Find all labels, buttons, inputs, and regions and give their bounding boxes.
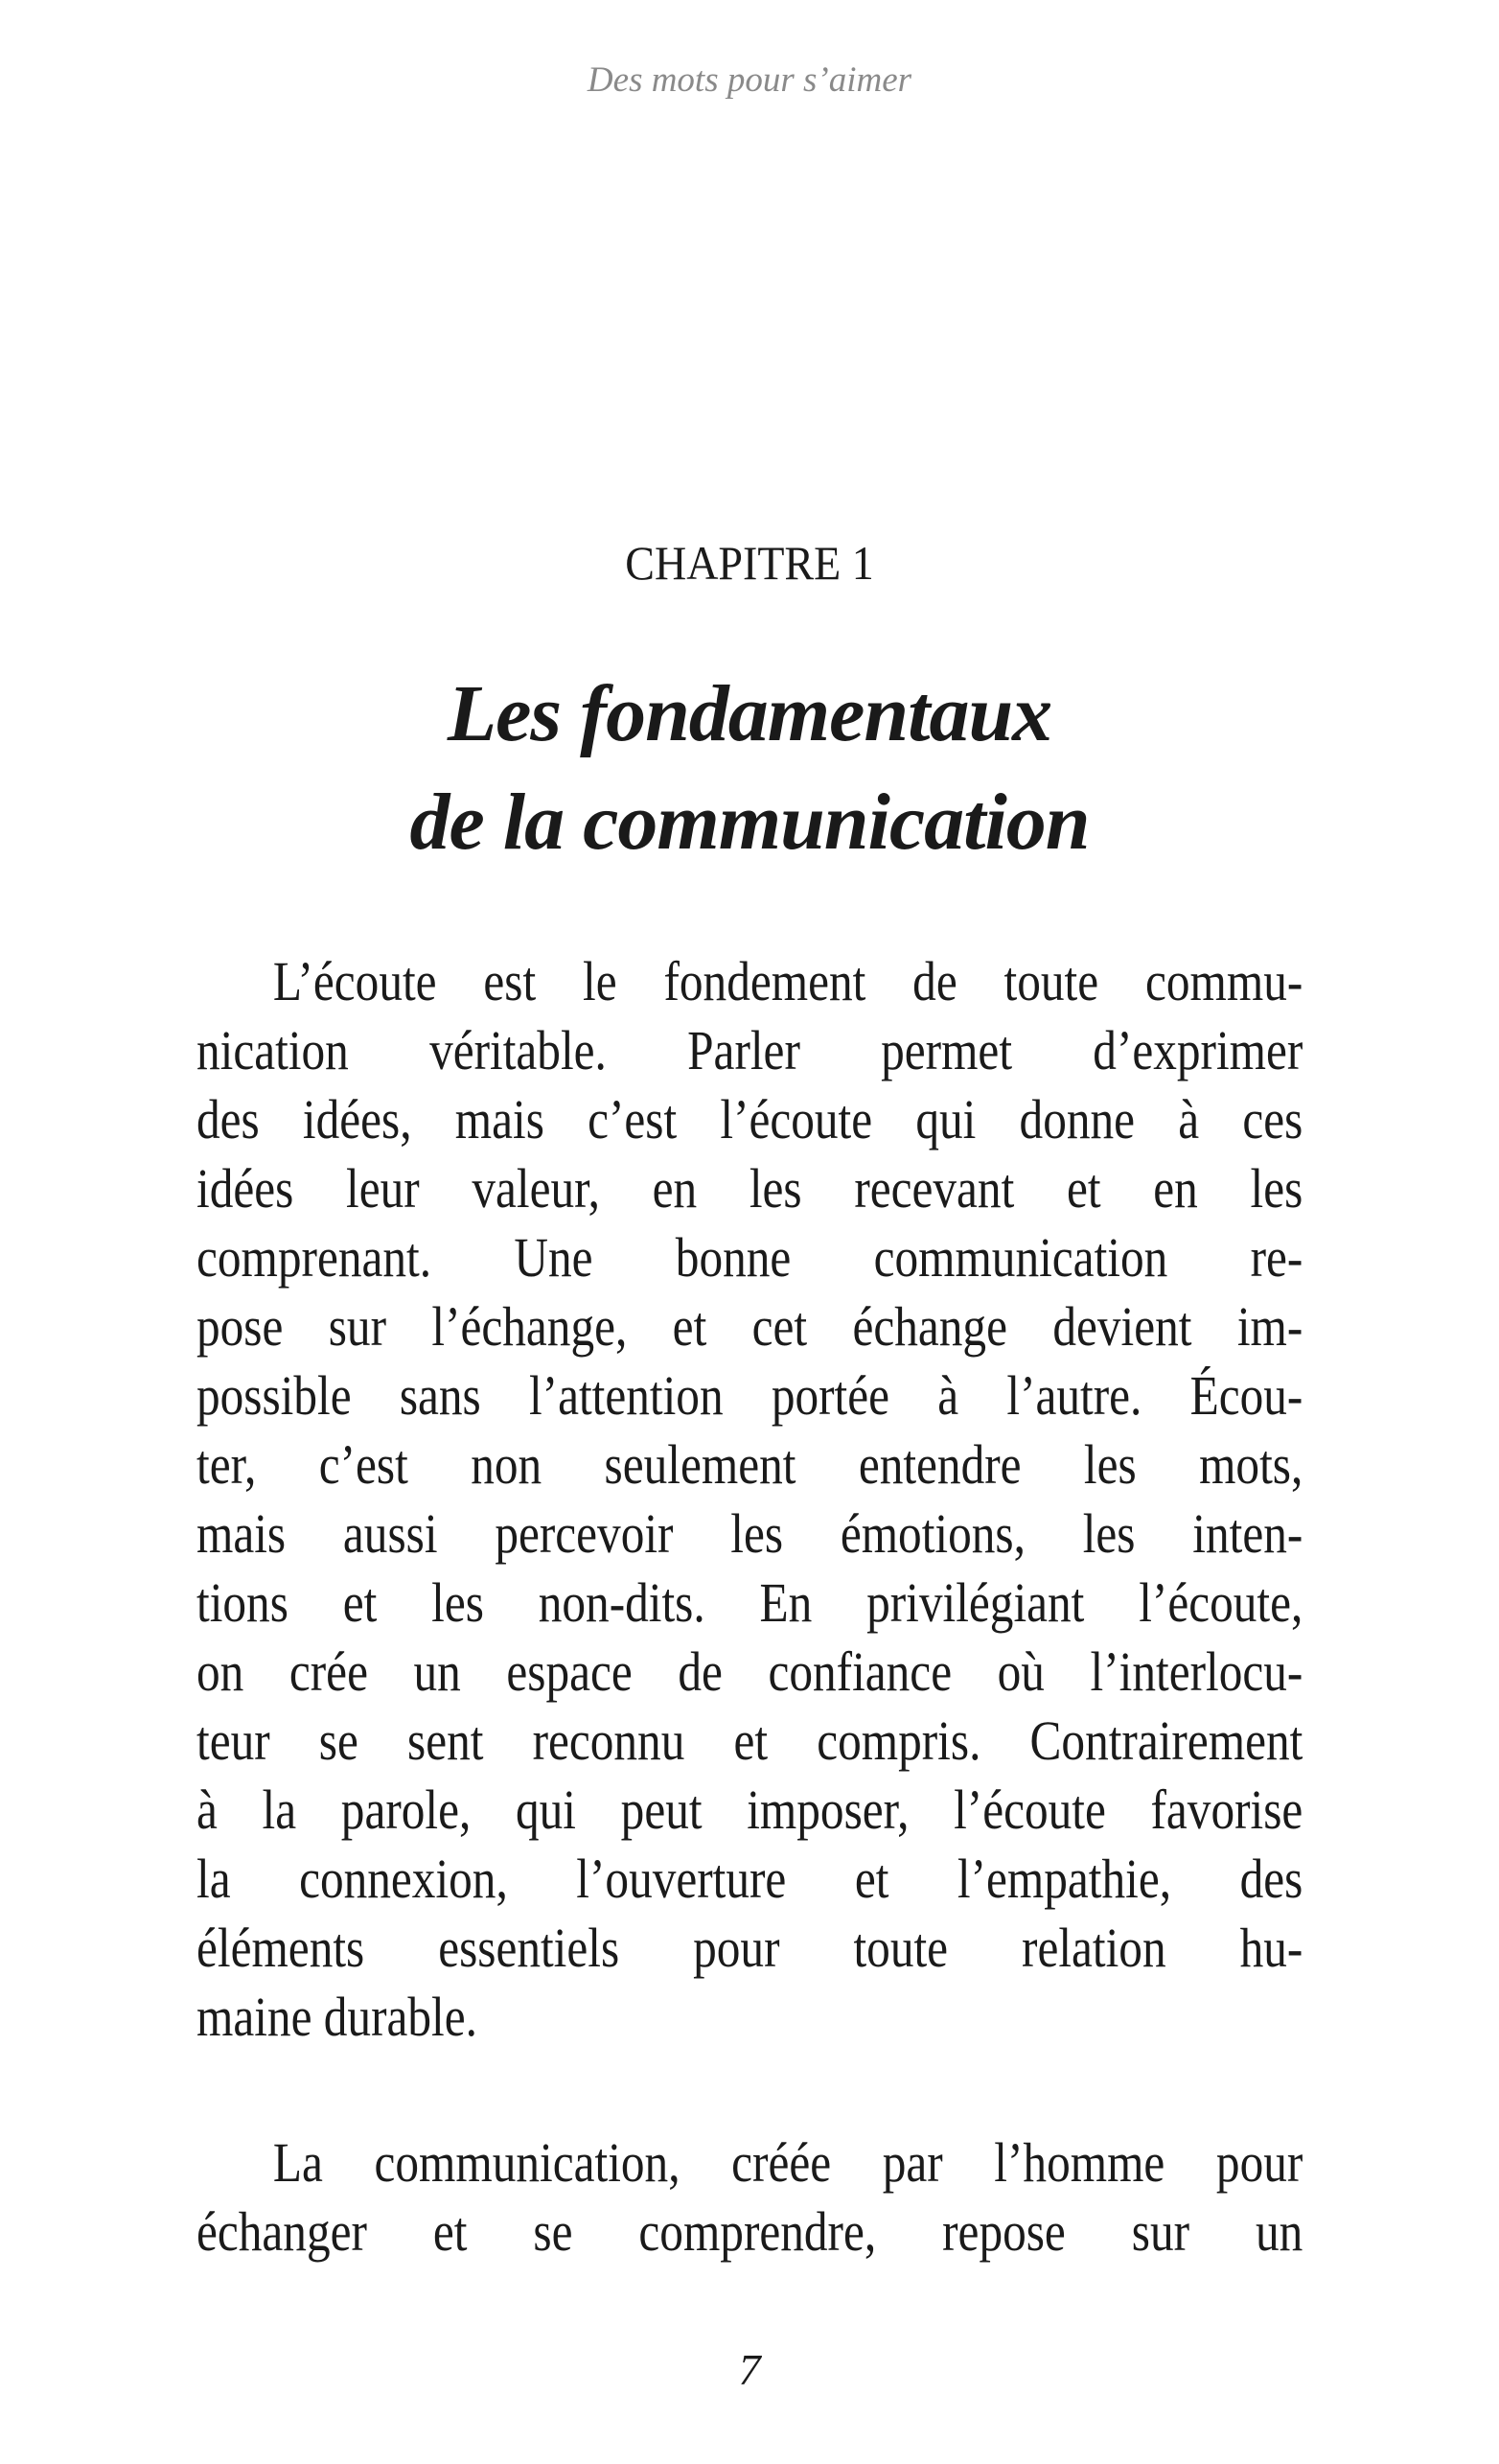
text-line: la connexion, l’ouverture et l’empathie, des (196, 1848, 1303, 1910)
text-line: maine durable. (196, 1986, 477, 2048)
page-number: 7 (738, 2345, 761, 2394)
paragraph (196, 2128, 1303, 2266)
text-line: possible sans l’attention portée à l’autre. Écou- (196, 1364, 1303, 1427)
text-line: L’écoute est le fondement de toute commu- (272, 950, 1303, 1012)
running-header: Des mots pour s’aimer (587, 60, 912, 100)
text-line: à la parole, qui peut imposer, l’écoute favorise (196, 1778, 1303, 1841)
text-line: comprenant. Une bonne communication re- (196, 1226, 1303, 1289)
text-line: pose sur l’échange, et cet échange devient im- (196, 1295, 1303, 1358)
chapter-title-line-2: de la communication (409, 778, 1090, 867)
chapter-label: CHAPITRE 1 (625, 536, 874, 590)
text-line: ter, c’est non seulement entendre les mots, (196, 1433, 1303, 1496)
paragraph (196, 947, 1303, 2052)
text-line: échanger et se comprendre, repose sur un (196, 2200, 1303, 2263)
text-line: tions et les non-dits. En privilégiant l’écoute, (196, 1571, 1303, 1634)
text-line: teur se sent reconnu et compris. Contrairement (196, 1709, 1303, 1772)
text-line: La communication, créée par l’homme pour (272, 2131, 1303, 2194)
chapter-title (0, 660, 1499, 876)
body-text (196, 947, 1303, 2266)
text-line: on crée un espace de confiance où l’interlocu- (196, 1640, 1303, 1703)
text-line: idées leur valeur, en les recevant et en les (196, 1157, 1303, 1220)
text-line: nication véritable. Parler permet d’exprimer (196, 1019, 1303, 1081)
text-line: des idées, mais c’est l’écoute qui donne à ces (196, 1088, 1303, 1151)
chapter-title-line-1: Les fondamentaux (447, 669, 1052, 758)
text-line: mais aussi percevoir les émotions, les inten- (196, 1502, 1303, 1565)
text-line: éléments essentiels pour toute relation hu- (196, 1917, 1303, 1979)
